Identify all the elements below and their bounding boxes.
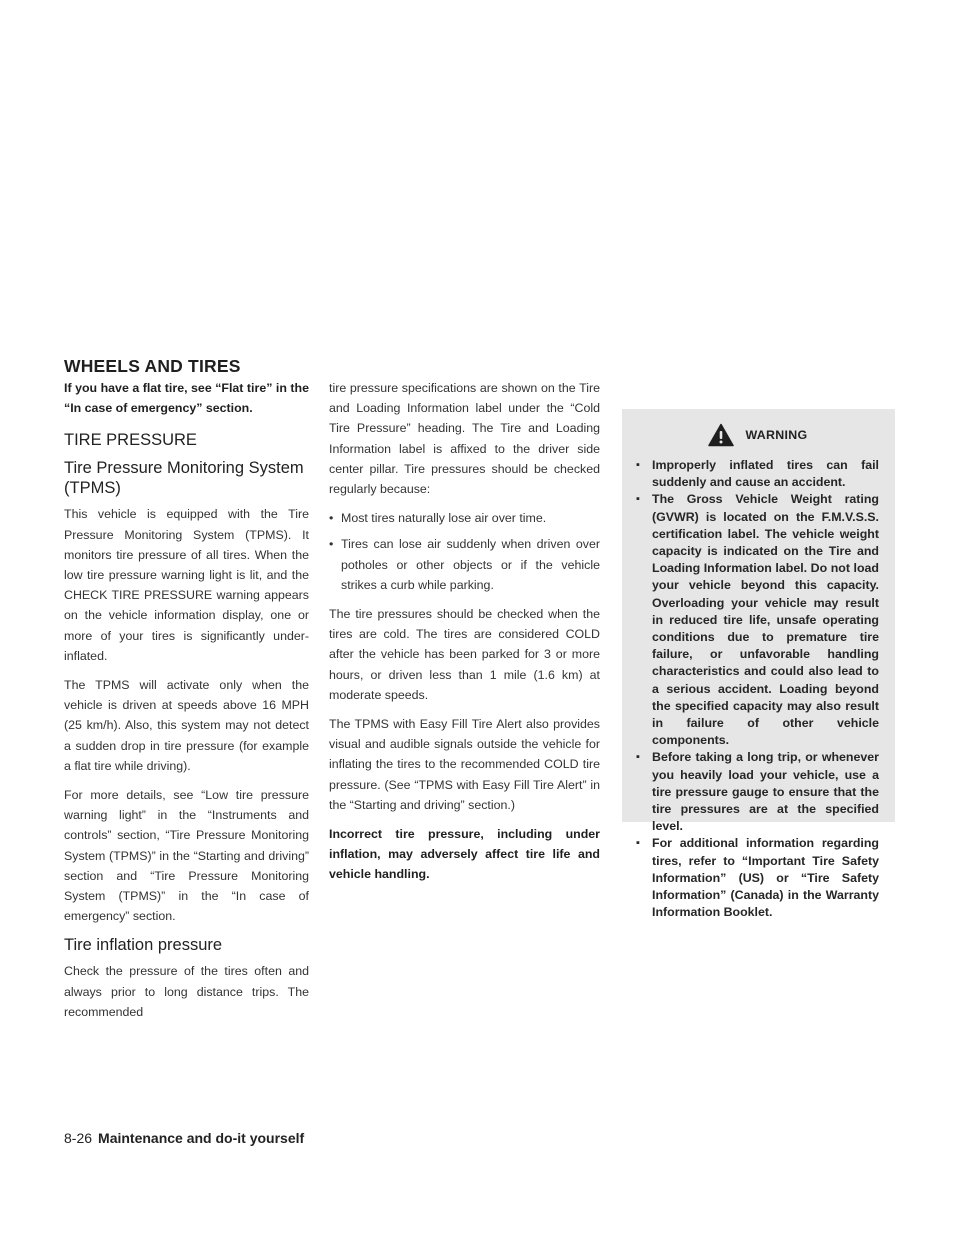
column-middle [329,378,600,894]
page-number: 8-26 [64,1130,93,1146]
paragraph: The tire pressures should be checked when the tires are cold. The tires are considered COLD after the vehicle has been parked for 3 or more hours, or driven less than 1 mile (1.6 km) at moderate speeds. [329,607,600,702]
warning-title: WARNING [745,428,808,442]
paragraph: tire pressure specifications are shown on the Tire and Loading Information label under the “Cold Tire Pressure” heading. The Tire and Loading Information label is affixed to the driver side center pillar. Tire pressures should be checked regularly because: [329,381,600,497]
warning-triangle-icon [708,423,734,447]
heading-tpms: Tire Pressure Monitoring System (TPMS) [64,459,304,498]
paragraph: The TPMS will activate only when the vehicle is driven at speeds above 16 MPH (25 km/h). Also, this system may not detect a sudden drop in tire pressure (for example a flat tire while driving). [64,678,309,773]
list-item: • Most tires naturally lose air over time. [329,508,600,528]
warning-item: ▪ Improperly inflated tires can fail suddenly and cause an accident. [636,457,879,491]
paragraph: Check the pressure of the tires often and always prior to long distance trips. The recommended [64,964,309,1019]
page-footer [64,1130,304,1146]
warning-list [636,457,879,921]
incorrect-pressure-note: Incorrect tire pressure, including under inflation, may adversely affect tire life and vehicle handling. [329,827,600,882]
warning-item: ▪ The Gross Vehicle Weight rating (GVWR) is located on the F.M.V.S.S. certification label. The vehicle weight capacity is indicated on the Tire and Loading Information label. Do not load your vehicle beyond this capacity. Overloading your vehicle may result in reduced tire life, unsafe operating conditions due to premature tire failure, or unfavorable handling characteristics and could also lead to a serious accident. Loading beyond the specified capacity may also result in failure of other vehicle components. [636,491,879,749]
chapter-title: Maintenance and do-it yourself [98,1130,305,1146]
list-item: • Tires can lose air suddenly when driven over potholes or other objects or if the vehicle strikes a curb while parking. [329,534,600,595]
bullet-list [329,508,600,595]
warning-box [622,409,895,920]
section-title: WHEELS AND TIRES [64,356,241,376]
paragraph: This vehicle is equipped with the Tire Pressure Monitoring System (TPMS). It monitors tire pressure of all tires. When the low tire pressure warning light is lit, and the CHECK TIRE PRESSURE warning appears on the vehicle information display, one or more of your tires is significantly under-inflated. [64,507,309,663]
heading-tire-pressure: TIRE PRESSURE [64,431,197,450]
heading-tire-inflation: Tire inflation pressure [64,936,223,955]
warning-item: ▪ For additional information regarding tires, refer to “Important Tire Safety Information” (US) or “Tire Safety Information” (Canada) in the Warranty Information Booklet. [636,835,879,921]
paragraph: For more details, see “Low tire pressure warning light” in the “Instruments and controls” section, “Tire Pressure Monitoring System (TPMS)” in the “Starting and driving” section and “Tire Pressure Monitoring System (TPMS)” in the “In case of emergency” section. [64,788,309,924]
paragraph: The TPMS with Easy Fill Tire Alert also provides visual and audible signals outside the vehicle for inflating the tires to the recommended COLD tire pressure. (See “TPMS with Easy Fill Tire Alert” in the “Starting and driving” section.) [329,717,600,812]
column-left [64,378,309,1031]
warning-item: ▪ Before taking a long trip, or whenever you heavily load your vehicle, use a tire pressure gauge to ensure that the tire pressures are at the specified level. [636,749,879,835]
warning-header [636,421,879,449]
flat-tire-note: If you have a flat tire, see “Flat tire” in the “In case of emergency” section. [64,381,309,416]
